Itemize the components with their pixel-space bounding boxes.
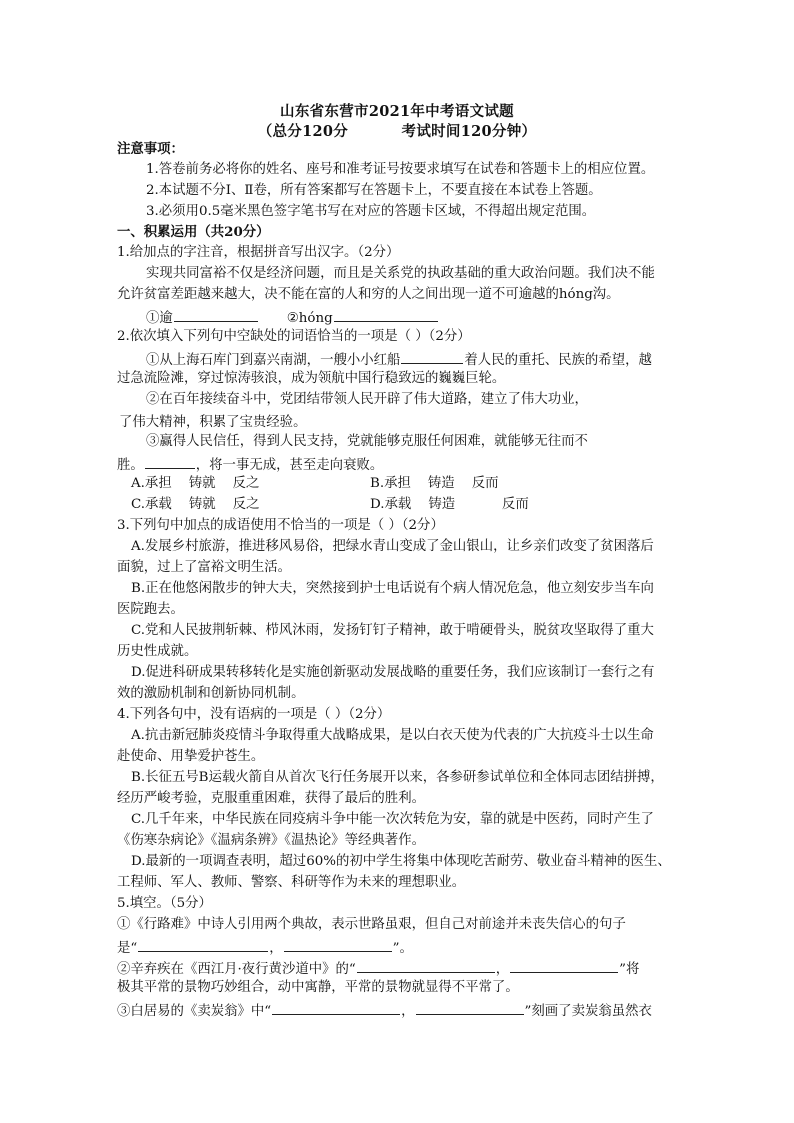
question-2-sentence-2-line-2: 了伟大精神，积累了宝贵经验。 bbox=[119, 415, 307, 430]
question-3-option-d[interactable]: D.促进科研成果转移转化是实施创新驱动发展战略的重要任务，我们应该制订一套行之有 bbox=[131, 665, 655, 680]
notice-item-3: 3.必须用0.5毫米黑色签字笔书写在对应的答题卡区域，不得超出规定范围。 bbox=[146, 204, 596, 219]
question-4-option-d[interactable]: D.最新的一项调查表明，超过60%的初中学生将集中体现吃苦耐劳、敬业奋斗精神的医生、 bbox=[131, 854, 671, 869]
question-1-passage-line-2: 允许贫富差距越来越大，决不能在富的人和穷的人之间出现一道不可逾越的hóng沟。 bbox=[117, 287, 620, 302]
question-2-option-b[interactable]: B.承担 铸造 反而 bbox=[370, 476, 499, 491]
question-2-sentence-3-line-1: ③赢得人民信任，得到人民支持，党就能够克服任何困难，就能够无往而不 bbox=[146, 434, 588, 449]
answer-label-1: ①逾 bbox=[146, 311, 173, 326]
question-4-option-a-cont: 赴使命、用挚爱护苍生。 bbox=[117, 749, 265, 764]
question-5-item-2-line-2: 极其平常的景物巧妙组合，动中寓静，平常的景物就显得不平常了。 bbox=[117, 980, 519, 995]
question-5-item-1-line-1: ①《行路难》中诗人引用两个典故，表示世路虽艰，但自己对前途并未丧失信心的句子 bbox=[117, 917, 626, 932]
answer-blank-2[interactable] bbox=[334, 307, 438, 322]
question-1-answers bbox=[146, 307, 439, 328]
fill-blank-5[interactable] bbox=[272, 1000, 400, 1015]
section-heading: 一、积累运用（共20分） bbox=[117, 224, 270, 240]
fill-blank-3[interactable] bbox=[357, 958, 495, 973]
question-3-option-b[interactable]: B.正在他悠闲散步的钟大夫，突然接到护士电话说有个病人情况危急，他立刻安步当车向 bbox=[131, 581, 654, 596]
question-2-option-c[interactable]: C.承载 铸就 反之 bbox=[131, 497, 260, 512]
question-4-option-c-cont: 《伤寒杂病论》《温病条辨》《温热论》等经典著作。 bbox=[117, 833, 425, 848]
question-2-sentence-3-line-2: 胜。 ，将一事无成，甚至走向衰败。 bbox=[117, 454, 383, 475]
question-3-option-c[interactable]: C.党和人民披荆斩棘、栉风沐雨，发扬钉钉子精神，敢于啃硬骨头，脱贫攻坚取得了重大 bbox=[131, 623, 654, 638]
question-2-blank-1[interactable] bbox=[401, 349, 463, 364]
question-4-option-c[interactable]: C.几千年来，中华民族在同疫病斗争中能一次次转危为安，靠的就是中医药，同时产生了 bbox=[131, 812, 654, 827]
question-1-passage-line-1: 实现共同富裕不仅是经济问题，而且是关系党的执政基础的重大政治问题。我们决不能 bbox=[146, 266, 655, 281]
fill-blank-6[interactable] bbox=[416, 1000, 524, 1015]
question-2-sentence-1-line-2: 过急流险滩，穿过惊涛骇浪，成为领航中国行稳致远的巍巍巨轮。 bbox=[117, 371, 506, 386]
question-2-sentence-1-line-1: ①从上海石库门到嘉兴南湖，一艘小小红船 着人民的重托、民族的希望，越 bbox=[146, 349, 652, 370]
question-3-option-c-cont: 历史性成就。 bbox=[117, 644, 198, 659]
answer-blank-1[interactable] bbox=[174, 307, 258, 322]
question-4-option-d-cont: 工程师、军人、教师、警察、科研等作为未来的理想职业。 bbox=[117, 875, 466, 890]
question-3-stem: 3.下列句中加点的成语使用不恰当的一项是（ ）（2分） bbox=[117, 518, 444, 533]
question-4-stem: 4.下列各句中，没有语病的一项是（ ）（2分） bbox=[117, 707, 391, 722]
notice-item-2: 2.本试题不分Ⅰ、Ⅱ卷，所有答案都写在答题卡上，不要直接在本试卷上答题。 bbox=[146, 183, 602, 198]
page-subtitle: （总分120分 考试时间120分钟） bbox=[257, 123, 537, 140]
fill-blank-1[interactable] bbox=[138, 937, 268, 952]
question-3-option-a-cont: 面貌，过上了富裕文明生活。 bbox=[117, 560, 292, 575]
question-4-option-b[interactable]: B.长征五号B运载火箭自从首次飞行任务展开以来，各参研参试单位和全体同志团结拼搏， bbox=[131, 770, 664, 785]
question-2-option-a[interactable]: A.承担 铸就 反之 bbox=[131, 476, 260, 491]
question-2-stem: 2.依次填入下列句中空缺处的词语恰当的一项是（ ）（2分） bbox=[117, 329, 471, 344]
answer-label-2: ②hóng bbox=[286, 311, 333, 326]
question-5-item-1-line-2: 是“ ， ”。 bbox=[117, 937, 413, 958]
question-2-blank-3[interactable] bbox=[145, 454, 195, 469]
question-5-stem: 5.填空。（5分） bbox=[117, 896, 212, 911]
notice-heading: 注意事项： bbox=[117, 141, 184, 157]
question-1-stem: 1.给加点的字注音，根据拼音写出汉字。（2分） bbox=[117, 245, 400, 260]
notice-item-1: 1.答卷前务必将你的姓名、座号和准考证号按要求填写在试卷和答题卡上的相应位置。 bbox=[146, 162, 655, 177]
question-3-option-a[interactable]: A.发展乡村旅游，推进移风易俗，把绿水青山变成了金山银山，让乡亲们改变了贫困落后 bbox=[131, 539, 654, 554]
question-2-option-d[interactable]: D.承载 铸造 反而 bbox=[370, 497, 529, 512]
question-4-option-b-cont: 经历严峻考验，克服重重困难，获得了最后的胜利。 bbox=[117, 791, 425, 806]
question-5-item-2-line-1: ②辛弃疾在《西江月·夜行黄沙道中》的“ ， ”将 bbox=[117, 958, 639, 979]
question-3-option-b-cont: 医院跑去。 bbox=[117, 602, 184, 617]
page-title: 山东省东营市2021年中考语文试题 bbox=[280, 103, 514, 120]
question-3-option-d-cont: 效的激励机制和创新协同机制。 bbox=[117, 686, 305, 701]
question-2-sentence-2-line-1: ②在百年接续奋斗中，党团结带领人民开辟了伟大道路，建立了伟大功业， bbox=[146, 392, 588, 407]
fill-blank-4[interactable] bbox=[510, 958, 618, 973]
question-4-option-a[interactable]: A.抗击新冠肺炎疫情斗争取得重大战略成果，是以白衣天使为代表的广大抗疫斗士以生命 bbox=[131, 728, 654, 743]
question-5-item-3-line-1: ③白居易的《卖炭翁》中“ ， ”刻画了卖炭翁虽然衣 bbox=[117, 1000, 652, 1021]
fill-blank-2[interactable] bbox=[284, 937, 392, 952]
